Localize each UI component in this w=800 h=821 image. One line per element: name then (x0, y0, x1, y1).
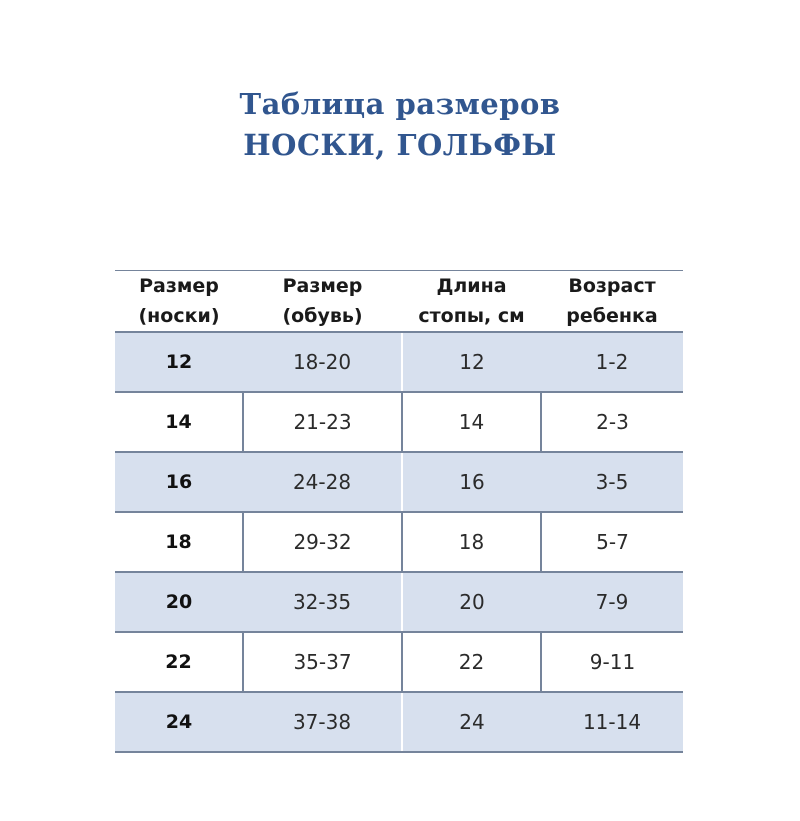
table-cell: 22 (402, 632, 541, 692)
table-cell: 16 (402, 452, 541, 512)
header-label: Размер (139, 275, 219, 297)
table-row (115, 392, 683, 452)
header-label: ребенка (566, 305, 658, 327)
page-title-line-1: Таблица размеров (239, 87, 561, 121)
table-cell: 20 (402, 572, 541, 632)
column-header-size-socks (115, 271, 243, 333)
table-cell: 16 (115, 452, 243, 512)
header-label: (носки) (138, 305, 220, 327)
table-row (115, 452, 683, 512)
page-title (0, 84, 800, 166)
table-cell: 22 (115, 632, 243, 692)
size-table-body (115, 332, 683, 752)
table-cell: 14 (402, 392, 541, 452)
table-cell: 3-5 (541, 452, 683, 512)
table-cell: 24 (115, 692, 243, 752)
header-label: стопы, см (418, 305, 525, 327)
table-cell: 18 (115, 512, 243, 572)
table-row (115, 572, 683, 632)
table-cell: 35-37 (243, 632, 402, 692)
header-label: Размер (282, 275, 363, 297)
table-row (115, 632, 683, 692)
page-title-line-2: НОСКИ, ГОЛЬФЫ (243, 128, 557, 162)
table-cell: 12 (115, 332, 243, 392)
size-table-header (115, 271, 683, 333)
header-label: Длина (436, 275, 507, 297)
table-cell: 14 (115, 392, 243, 452)
table-cell: 12 (402, 332, 541, 392)
table-cell: 21-23 (243, 392, 402, 452)
table-cell: 20 (115, 572, 243, 632)
table-row (115, 512, 683, 572)
table-cell: 29-32 (243, 512, 402, 572)
table-cell: 24 (402, 692, 541, 752)
table-cell: 18 (402, 512, 541, 572)
table-cell: 7-9 (541, 572, 683, 632)
column-header-size-shoes (243, 271, 402, 333)
table-row (115, 332, 683, 392)
header-row (115, 271, 683, 333)
table-row (115, 692, 683, 752)
table-cell: 11-14 (541, 692, 683, 752)
header-label: (обувь) (282, 305, 363, 327)
column-header-foot-length (402, 271, 541, 333)
table-cell: 32-35 (243, 572, 402, 632)
table-cell: 5-7 (541, 512, 683, 572)
size-table (115, 270, 683, 753)
table-cell: 18-20 (243, 332, 402, 392)
table-cell: 1-2 (541, 332, 683, 392)
table-cell: 9-11 (541, 632, 683, 692)
table-cell: 2-3 (541, 392, 683, 452)
table-cell: 24-28 (243, 452, 402, 512)
column-header-child-age (541, 271, 683, 333)
header-label: Возраст (568, 275, 656, 297)
table-cell: 37-38 (243, 692, 402, 752)
